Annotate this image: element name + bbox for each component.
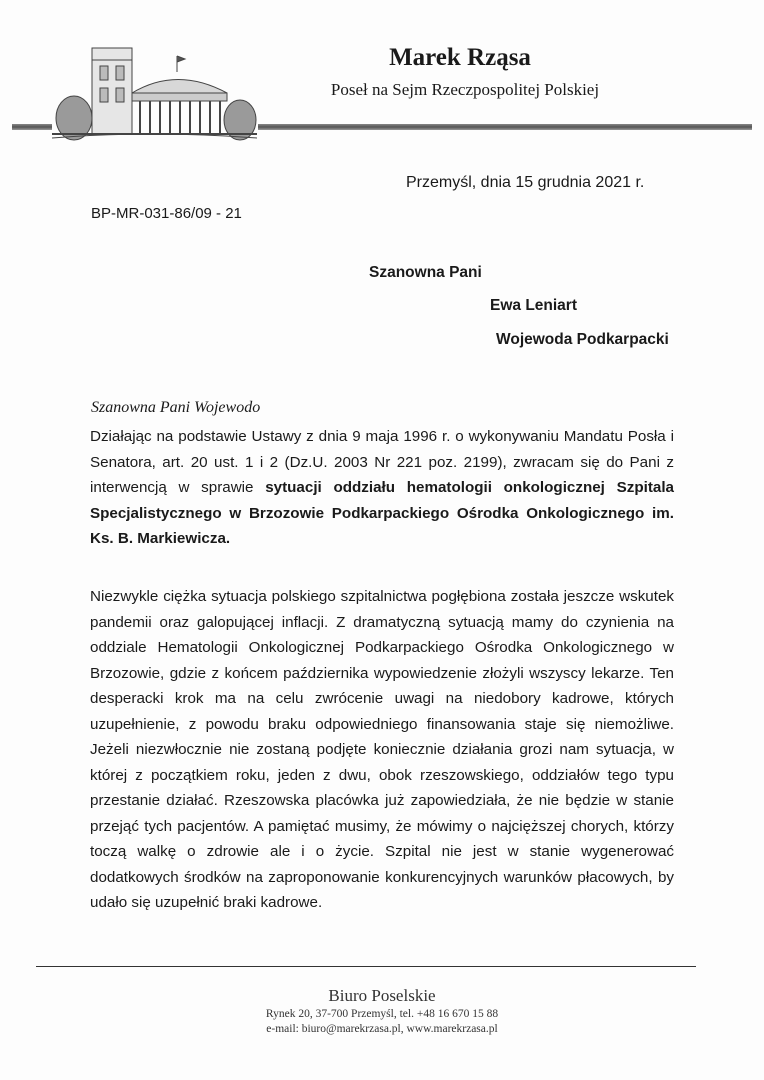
sender-name: Marek Rząsa: [389, 44, 531, 71]
sender-title: Poseł na Sejm Rzeczpospolitej Polskiej: [330, 80, 600, 99]
footer-address: Rynek 20, 37-700 Przemyśl, tel. +48 16 670 15 88: [265, 1008, 499, 1020]
recipient-office: Wojewoda Podkarpacki: [496, 331, 669, 348]
paragraph-situation: Niezwykle ciężka sytuacja polskiego szpitalnictwa pogłębiona została jeszcze wskutek pandemii oraz galopującej inflacji. Z dramatyczną sytuacją mamy do czynienia na oddziale Hematologii Onkologicznej Podkarpackiego Ośrodka Onkologicznego w Brzozowie, gdzie z końcem października wypowiedzenie złożyli wszyscy lekarze. Ten desperacki krok ma na celu zwrócenie uwagi na niedobory kadrowe, których uzupełnienie, z powodu braku odpowiedniego finansowania staje się niemożliwe. Jeżeli niezwłocznie nie zostaną podjęte koniecznie działania grozi nam sytuacja, w której z początkiem roku, jeden z dwu, obok rzeszowskiego, oddziałów tego typu przestanie działać. Rzeszowska placówka już zapowiedziała, że nie będzie w stanie przejąć tych pacjentów. A pamiętać musimy, że mówimy o najcięższej chorych, którzy toczą walkę o zdrowie ale i o życie. Szpital nie jest w stanie wygenerować dodatkowych środków na zaproponowanie konkurencyjnych warunków płacowych, by udało się uzupełnić braki kadrowe.: [90, 588, 674, 911]
recipient-name: Ewa Leniart: [490, 297, 577, 314]
header-rule-right: [258, 124, 752, 130]
paragraph-intro-text: Działając na podstawie Ustawy z dnia 9 maja 1996 r. o wykonywaniu Mandatu Posła i Senatora, art. 20 ust. 1 i 2 (Dz.U. 2003 Nr 221 poz. 2199), zwracam się do Pani z interwencją w sprawie: [90, 428, 674, 496]
footer-rule: [36, 966, 696, 967]
footer-office-title: Biuro Poselskie: [328, 986, 436, 1005]
footer-contact: e-mail: biuro@marekrzasa.pl, www.marekrzasa.pl: [266, 1023, 498, 1035]
place-date: Przemyśl, dnia 15 grudnia 2021 r.: [406, 174, 645, 191]
paragraph-intro-subject: sytuacji oddziału hematologii onkologicznej Szpitala Specjalistycznego w Brzozowie Podkarpackiego Ośrodka Onkologicznego im. Ks. B. Markiewicza.: [90, 479, 674, 547]
reference-number: BP-MR-031-86/09 - 21: [91, 205, 242, 222]
paragraph-intro: [90, 424, 674, 552]
recipient-greeting: Szanowna Pani: [369, 264, 482, 281]
header-rule-left: [12, 124, 52, 130]
sejm-building-icon: [52, 38, 257, 146]
salutation: Szanowna Pani Wojewodo: [91, 399, 261, 416]
